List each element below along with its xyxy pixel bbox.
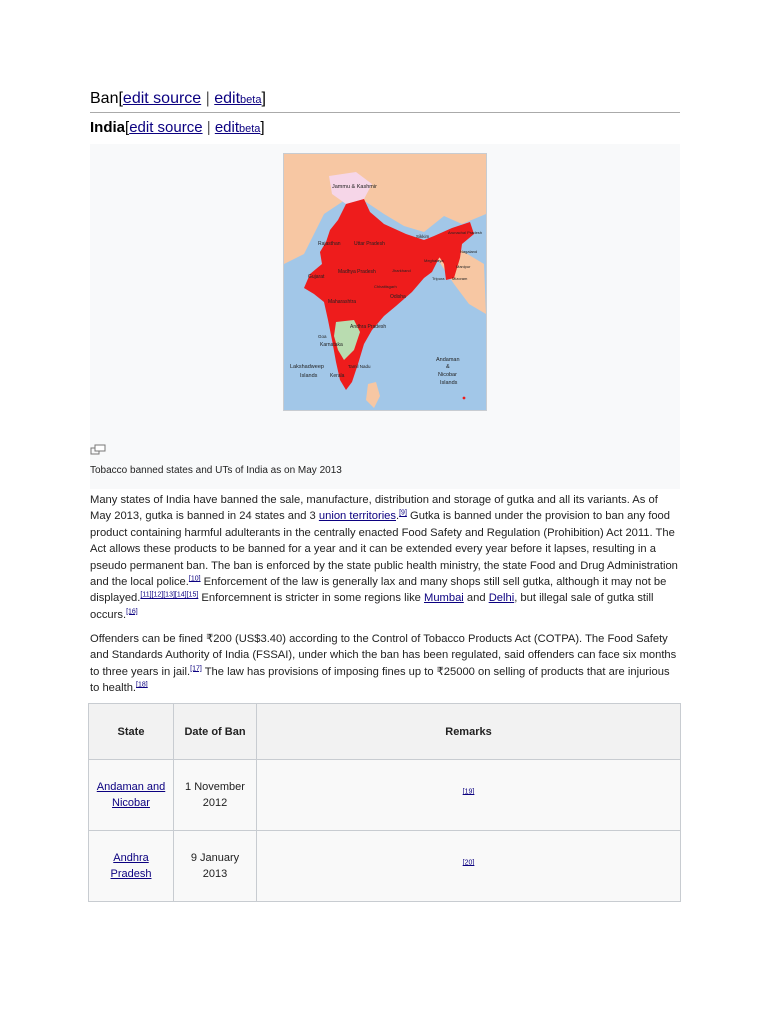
ref-19[interactable]: [19] <box>462 788 475 796</box>
svg-text:Odisha: Odisha <box>390 294 406 300</box>
remarks-cell <box>257 760 681 831</box>
paragraph-ban-overview: Many states of India have banned the sale, manufacture, distribution and storage of gutka and all its variants. As of May 2013, gutka is banned in 24 states and 3 union territories.[9] Gutka is banned under the provision to ban any food product containing harmful adulterants in the centrally enacted Food Safety and Regulation (Prohibition) Act 2011. The Act allows these products to be banned for a year and it can be extended every year before it lapses, resulting in a pseudo permanent ban. The ban is enforced by the state public health ministry, the state Food and Drug Administration and the local police.[10] Enforcement of the law is generally lax and many shops still sell gutka, although it may not be displayed.[11][12][13][14][15] Enforcemnent is stricter in some regions like Mumbai and Delhi, but illegal sale of gutka still occurs.[16] <box>90 494 678 621</box>
svg-text:Mizoram: Mizoram <box>452 276 468 281</box>
svg-text:Meghalaya: Meghalaya <box>424 258 444 263</box>
paragraph-penalties: Offenders can be fined ₹200 (US$3.40) according to the Control of Tobacco Products Act (COTPA). The Food Safety and Standards Authority of India (FSSAI), under which the ban has been regulated, said offenders can face six months to three years in jail.[17] The law has provisions of imposing fines up to ₹25000 on selling of products that are injurious to health.[18] <box>90 633 677 695</box>
svg-text:Tamil Nadu: Tamil Nadu <box>348 364 371 369</box>
svg-text:Nagaland: Nagaland <box>460 249 478 254</box>
svg-text:Arunachal Pradesh: Arunachal Pradesh <box>448 230 483 235</box>
svg-text:Islands: Islands <box>300 373 318 379</box>
svg-text:Goa: Goa <box>318 334 327 339</box>
ref-18[interactable]: [18] <box>136 681 148 689</box>
date-cell: 1 November 2012 <box>174 760 257 831</box>
header-state: State <box>89 704 174 760</box>
ref-13[interactable]: [13] <box>163 591 175 599</box>
ref-14[interactable]: [14] <box>174 591 187 599</box>
mumbai-link[interactable]: Mumbai <box>424 592 464 605</box>
state-cell <box>89 831 174 902</box>
header-remarks: Remarks <box>257 704 681 760</box>
state-link[interactable]: Andhra Pradesh <box>110 852 152 880</box>
svg-text:Islands: Islands <box>440 380 458 386</box>
svg-text:Uttar Pradesh: Uttar Pradesh <box>354 241 385 247</box>
ref-15[interactable]: [15] <box>186 591 199 599</box>
svg-text:Madhya Pradesh: Madhya Pradesh <box>338 269 376 275</box>
figure-caption: Tobacco banned states and UTs of India as on May 2013 <box>90 465 342 476</box>
section-title: Ban <box>90 90 119 107</box>
header-date: Date of Ban <box>174 704 257 760</box>
ref-11[interactable]: [11] <box>140 591 152 599</box>
ref-9[interactable]: [9] <box>399 509 407 517</box>
svg-text:Jammu & Kashmir: Jammu & Kashmir <box>332 184 377 190</box>
svg-text:Andaman: Andaman <box>436 357 460 363</box>
svg-text:Jharkhand: Jharkhand <box>392 268 411 273</box>
edit-link[interactable]: editbeta <box>214 90 262 107</box>
date-cell: 9 January 2013 <box>174 831 257 902</box>
section-heading-ban: Ban[edit source | editbeta] <box>90 90 680 113</box>
india-ban-map[interactable] <box>283 153 487 411</box>
delhi-link[interactable]: Delhi <box>488 592 515 605</box>
svg-text:&: & <box>446 364 450 370</box>
svg-text:Gujarat: Gujarat <box>308 274 325 280</box>
svg-text:Rajasthan: Rajasthan <box>318 241 341 247</box>
svg-text:Andhra Pradesh: Andhra Pradesh <box>350 324 387 330</box>
svg-text:Sikkim: Sikkim <box>416 234 430 239</box>
ban-table <box>88 703 681 902</box>
edit-source-link-india[interactable]: edit source <box>129 119 203 136</box>
svg-text:Manipur: Manipur <box>456 264 471 269</box>
table-row <box>89 831 681 902</box>
svg-text:Karnataka: Karnataka <box>320 342 343 348</box>
edit-link-india[interactable]: editbeta <box>214 119 261 136</box>
svg-text:Chhattisgarh: Chhattisgarh <box>374 284 397 289</box>
ref-20[interactable]: [20] <box>462 859 475 867</box>
edit-source-link[interactable]: edit source <box>122 90 202 107</box>
svg-text:Maharashtra: Maharashtra <box>328 299 357 305</box>
state-link[interactable]: Andaman and Nicobar <box>96 781 166 809</box>
svg-text:Nicobar: Nicobar <box>438 372 457 378</box>
svg-text:Kerala: Kerala <box>330 373 345 379</box>
remarks-cell <box>257 831 681 902</box>
ref-10[interactable]: [10] <box>188 575 201 583</box>
svg-text:Tripura: Tripura <box>432 276 445 281</box>
table-header-row <box>89 704 681 760</box>
subsection-heading-india: India[edit source | editbeta] <box>90 119 265 136</box>
ref-16[interactable]: [16] <box>126 608 138 616</box>
union-territories-link[interactable]: union territories <box>318 510 396 523</box>
table-row <box>89 760 681 831</box>
state-cell <box>89 760 174 831</box>
ref-17[interactable]: [17] <box>190 665 202 673</box>
magnify-clip-icon[interactable] <box>90 443 106 461</box>
subsection-title: India <box>90 119 126 136</box>
svg-text:Lakshadweep: Lakshadweep <box>290 364 324 370</box>
ref-12[interactable]: [12] <box>151 591 164 599</box>
